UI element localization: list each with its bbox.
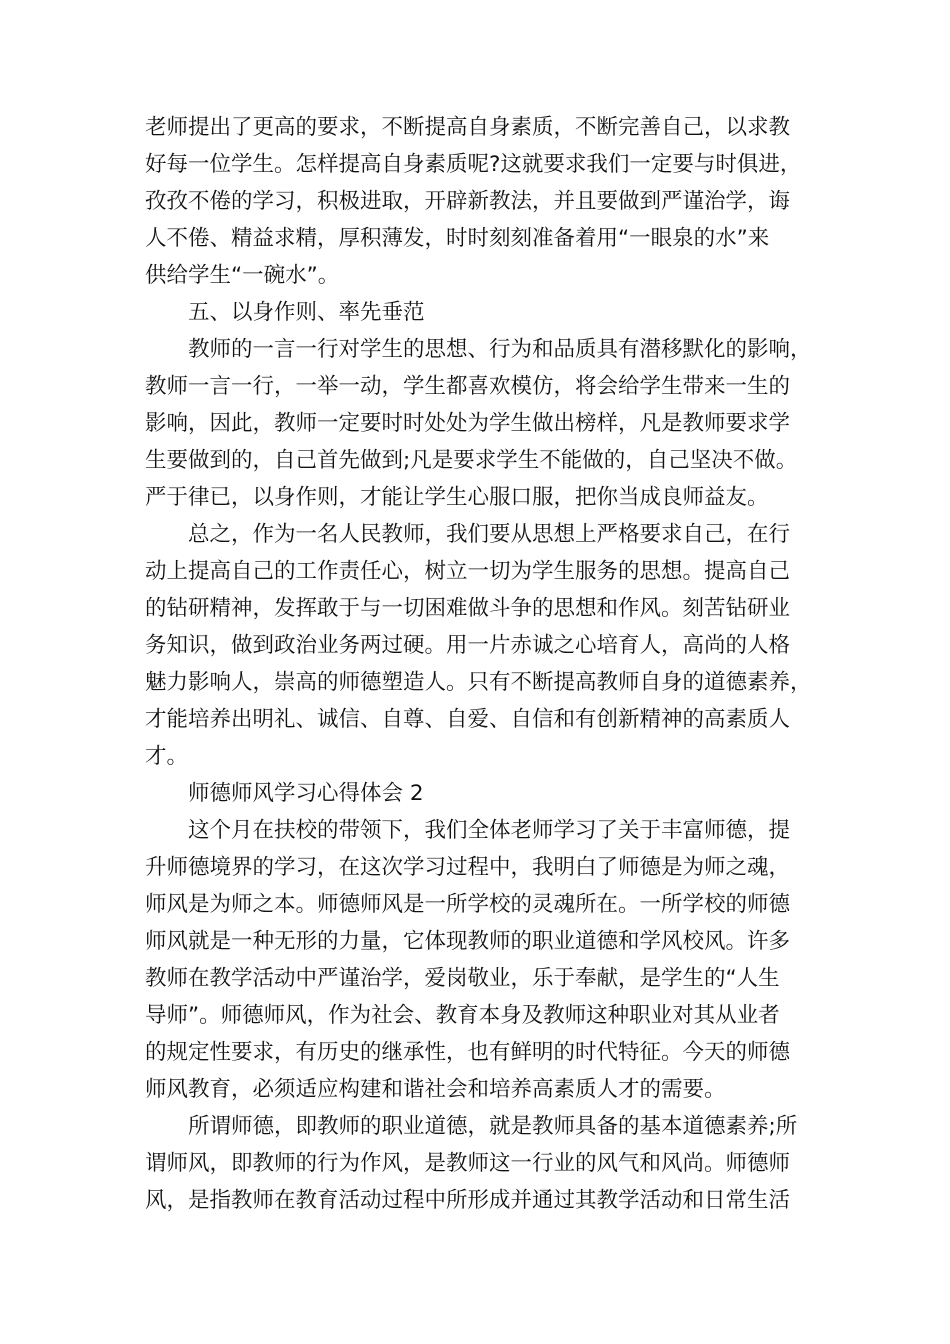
paragraph-line: 风，是指教师在教育活动过程中所形成并通过其教学活动和日常生活 bbox=[145, 1188, 791, 1213]
paragraph-line: 孜孜不倦的学习，积极进取，开辟新教法，并且要做到严谨治学，诲 bbox=[145, 189, 791, 214]
paragraph-line: 师风就是一种无形的力量，它体现教师的职业道德和学风校风。许多 bbox=[145, 929, 791, 954]
paragraph-line: 严于律已，以身作则，才能让学生心服口服，把你当成良师益友。 bbox=[145, 485, 769, 510]
paragraph-line: 这个月在扶校的带领下，我们全体老师学习了关于丰富师德，提 bbox=[188, 818, 791, 843]
paragraph-line: 教师一言一行，一举一动，学生都喜欢模仿，将会给学生带来一生的 bbox=[145, 374, 791, 399]
paragraph-line: 供给学生“一碗水”。 bbox=[145, 263, 340, 288]
paragraph-line: 人不倦、精益求精，厚积薄发，时时刻刻准备着用“一眼泉的水”来 bbox=[145, 226, 770, 251]
paragraph-line: 动上提高自己的工作责任心，树立一切为学生服务的思想。提高自己 bbox=[145, 559, 791, 584]
paragraph-line: 好每一位学生。怎样提高自身素质呢?这就要求我们一定要与时俱进， bbox=[145, 152, 802, 177]
paragraph-line: 教师在教学活动中严谨治学，爱岗敬业，乐于奉献，是学生的“人生 bbox=[145, 966, 780, 991]
document-body bbox=[145, 109, 835, 1219]
paragraph-line: 老师提出了更高的要求，不断提高自身素质，不断完善自己，以求教 bbox=[145, 115, 791, 140]
paragraph-2 bbox=[145, 331, 835, 516]
paragraph-line: 谓师风，即教师的行为作风，是教师这一行业的风气和风尚。师德师 bbox=[145, 1151, 791, 1176]
paragraph-5 bbox=[145, 1108, 835, 1219]
paragraph-line: 的钻研精神，发挥敢于与一切困难做斗争的思想和作风。刻苦钻研业 bbox=[145, 596, 791, 621]
paragraph-line: 导师”。师德师风，作为社会、教育本身及教师这种职业对其从业者 bbox=[145, 1003, 780, 1028]
section-heading-5: 五、以身作则、率先垂范 bbox=[188, 300, 425, 325]
paragraph-4 bbox=[145, 812, 835, 1108]
paragraph-line: 务知识，做到政治业务两过硬。用一片赤诚之心培育人，高尚的人格 bbox=[145, 633, 791, 658]
paragraph-line: 教师的一言一行对学生的思想、行为和品质具有潜移默化的影响， bbox=[188, 337, 812, 362]
paragraph-line: 才。 bbox=[145, 744, 189, 769]
paragraph-line: 魅力影响人，崇高的师德塑造人。只有不断提高教师自身的道德素养， bbox=[145, 670, 812, 695]
paragraph-line: 影响，因此，教师一定要时时处处为学生做出榜样，凡是教师要求学 bbox=[145, 411, 791, 436]
paragraph-line: 所谓师德，即教师的职业道德，就是教师具备的基本道德素养;所 bbox=[188, 1114, 798, 1139]
paragraph-line: 师风教育，必须适应构建和谐社会和培养高素质人才的需要。 bbox=[145, 1077, 726, 1102]
paragraph-line: 师风是为师之本。师德师风是一所学校的灵魂所在。一所学校的师德 bbox=[145, 892, 791, 917]
paragraph-line: 总之，作为一名人民教师，我们要从思想上严格要求自己，在行 bbox=[188, 522, 791, 547]
paragraph-line: 生要做到的，自己首先做到;凡是要求学生不能做的，自己坚决不做。 bbox=[145, 448, 798, 473]
paragraph-line: 的规定性要求，有历史的继承性，也有鲜明的时代特征。今天的师德 bbox=[145, 1040, 791, 1065]
paragraph-line: 升师德境界的学习，在这次学习过程中，我明白了师德是为师之魂， bbox=[145, 855, 791, 880]
paragraph-3 bbox=[145, 516, 835, 775]
paragraph-1 bbox=[145, 109, 835, 294]
section-title: 师德师风学习心得体会 2 bbox=[188, 781, 424, 806]
paragraph-line: 才能培养出明礼、诚信、自尊、自爱、自信和有创新精神的高素质人 bbox=[145, 707, 791, 732]
